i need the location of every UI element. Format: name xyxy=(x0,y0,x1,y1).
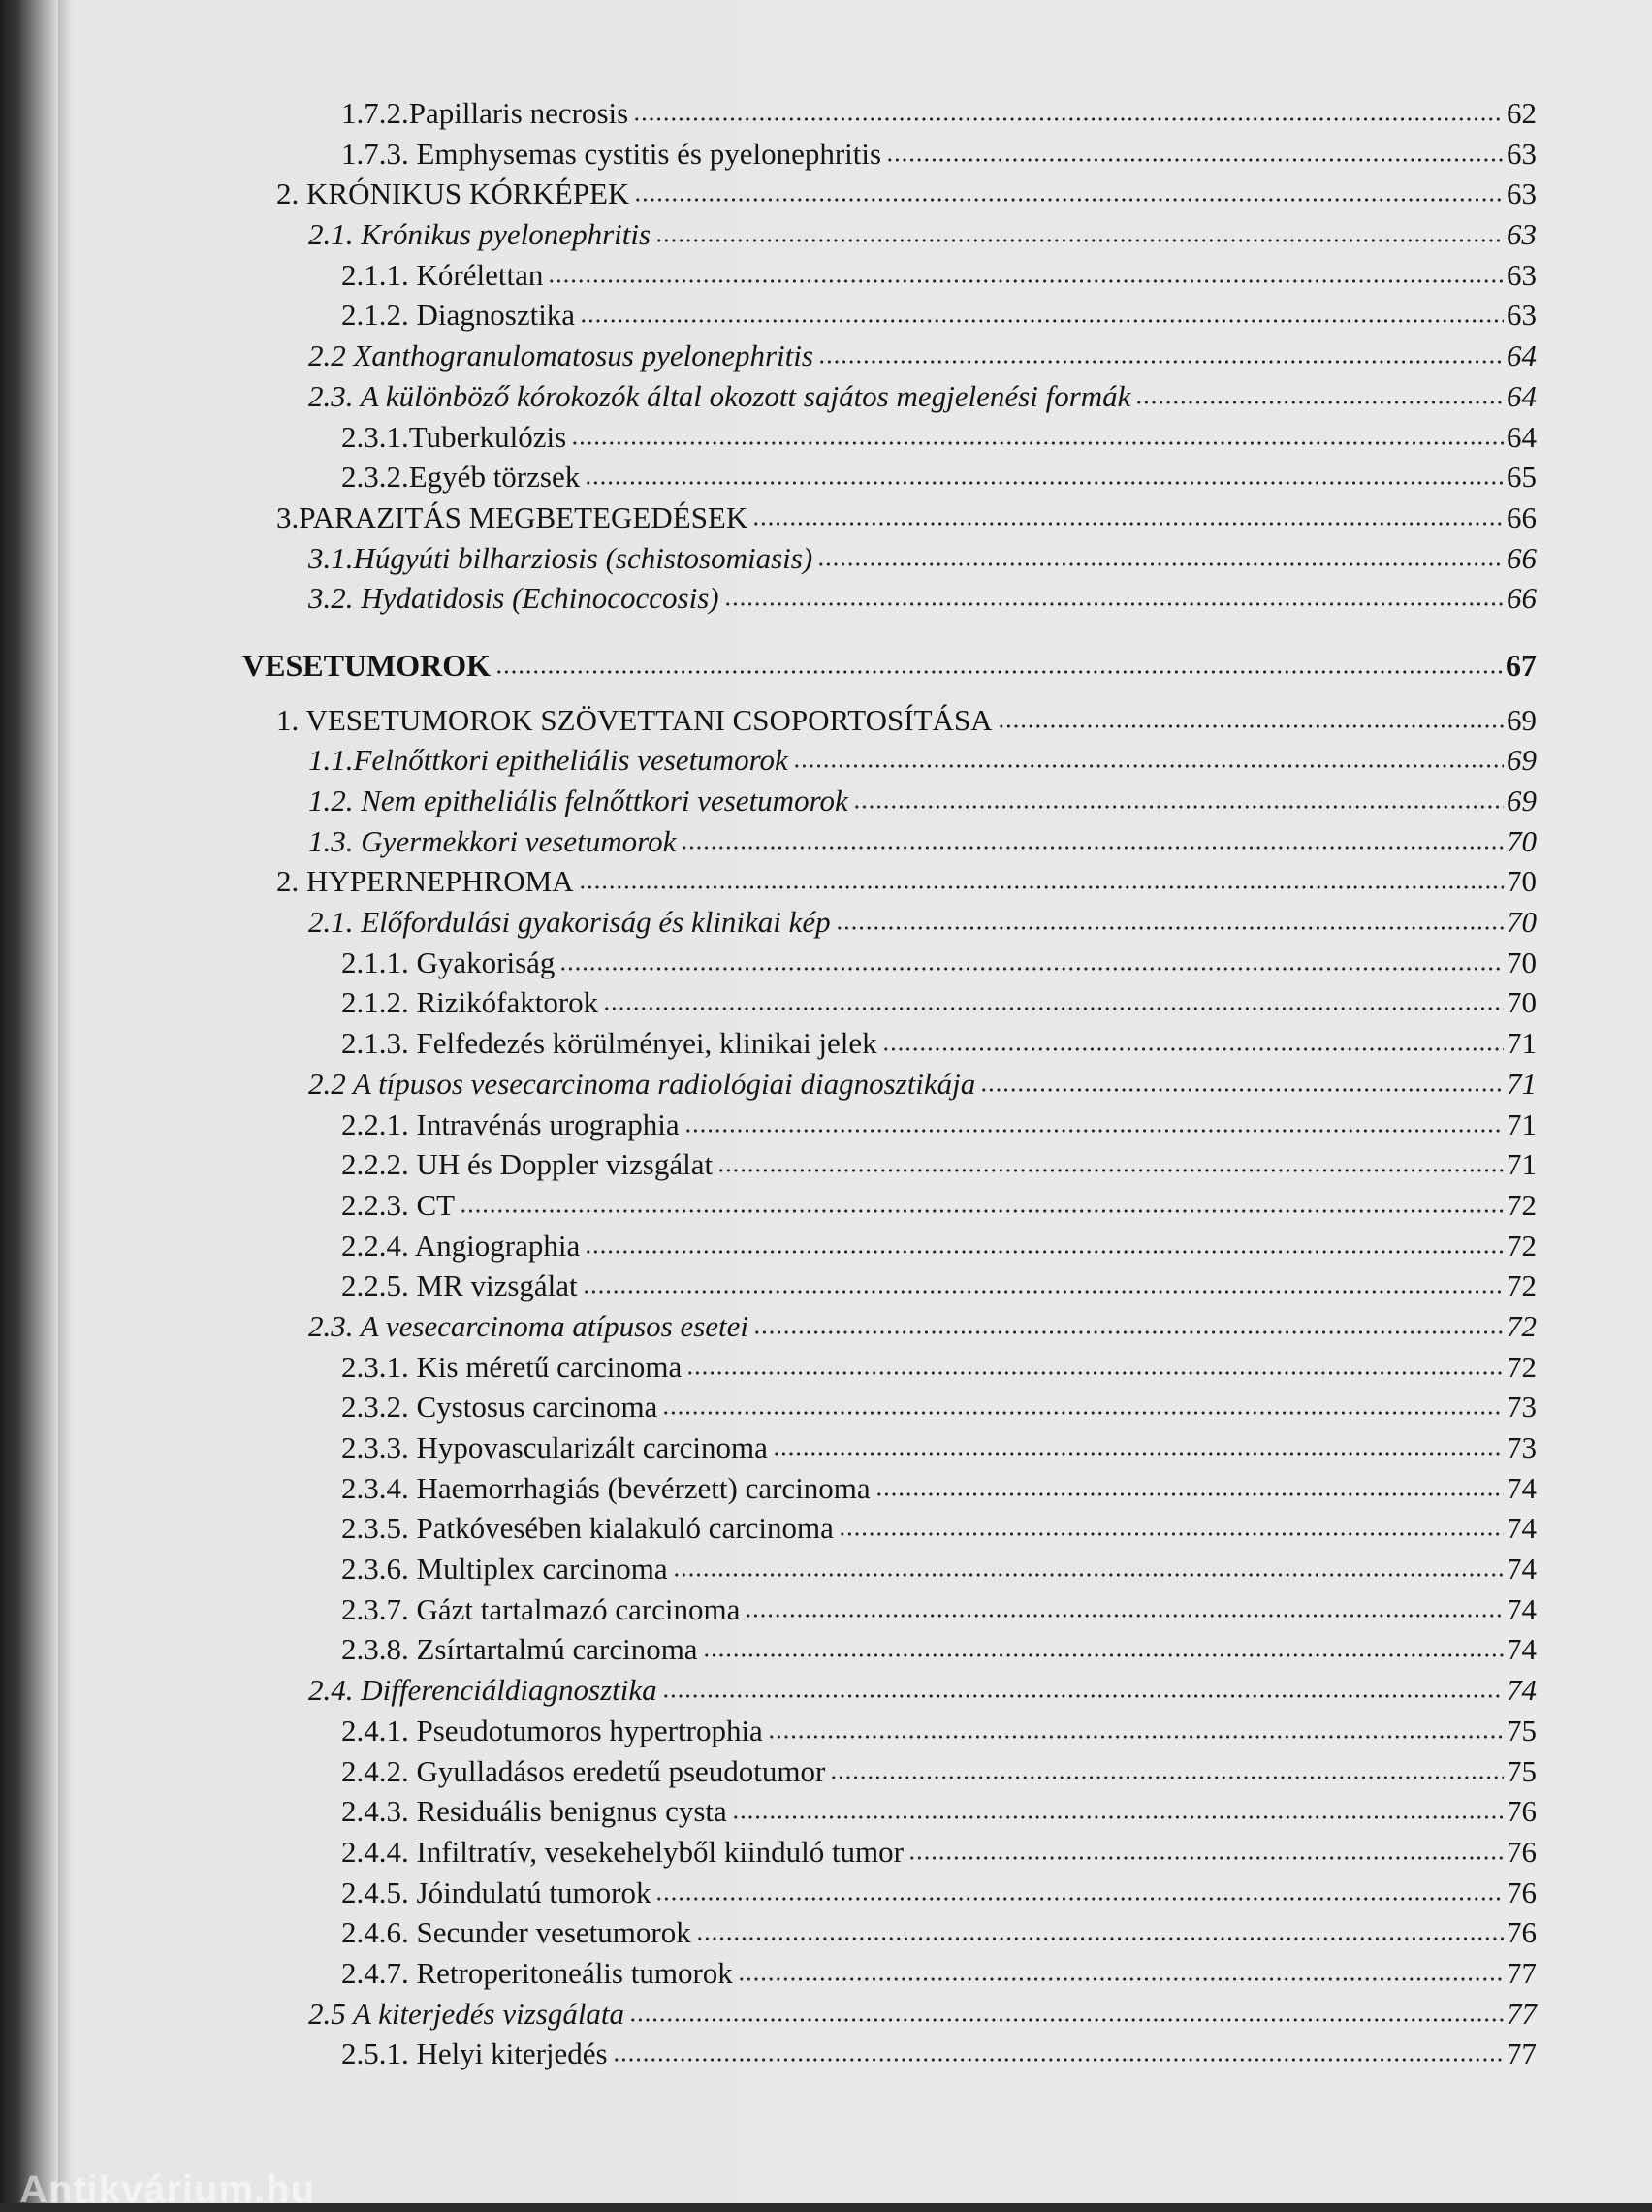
toc-entry xyxy=(233,1387,1537,1427)
toc-entry-label: 1. VESETUMOROK SZÖVETTANI CSOPORTOSÍTÁSA xyxy=(276,702,993,737)
toc-entry-label: 2.3.1. Kis méretű carcinoma xyxy=(341,1349,683,1384)
dot-leader xyxy=(613,2056,1504,2064)
toc-entry-page-number: 74 xyxy=(1507,1632,1537,1667)
toc-entry xyxy=(233,376,1537,417)
toc-entry-page-number: 77 xyxy=(1507,2036,1537,2071)
toc-entry xyxy=(233,1266,1537,1306)
toc-entry-label: 2.2.4. Angiographia xyxy=(341,1228,581,1263)
toc-entry-page-number: 63 xyxy=(1507,136,1537,171)
toc-entry-label: 2.1.3. Felfedezés körülményei, klinikai jelek xyxy=(341,1026,877,1061)
dot-leader xyxy=(703,1651,1504,1659)
toc-entry-label: VESETUMOROK xyxy=(242,647,492,683)
toc-entry xyxy=(233,902,1537,943)
toc-entry-label: 3.PARAZITÁS MEGBETEGEDÉSEK xyxy=(276,499,748,534)
toc-entry-label: 3.2. Hydatidosis (Echinococcosis) xyxy=(308,581,719,616)
toc-entry-label: 2.1. Előfordulási gyakoriság és klinikai kép xyxy=(308,905,831,940)
toc-entry xyxy=(233,538,1537,579)
dot-leader xyxy=(571,439,1504,447)
toc-entry xyxy=(233,1306,1537,1347)
dot-leader xyxy=(768,1733,1504,1741)
toc-entry-label: 1.7.3. Emphysemas cystitis és pyelonephritis xyxy=(341,136,882,171)
toc-entry-page-number: 67 xyxy=(1506,647,1537,683)
toc-entry-label: 1.7.2.Papillaris necrosis xyxy=(341,96,629,130)
dot-leader xyxy=(633,115,1504,123)
dot-leader xyxy=(603,1005,1504,1012)
toc-entry-label: 2.3.8. Zsírtartalmú carcinoma xyxy=(341,1632,698,1667)
toc-entry xyxy=(233,1994,1537,2035)
dot-leader xyxy=(738,1975,1504,1983)
toc-entry-page-number: 69 xyxy=(1507,743,1537,778)
toc-entry-label: 2.1.2. Rizikófaktorok xyxy=(341,985,599,1020)
dot-leader xyxy=(460,1207,1504,1215)
dot-leader xyxy=(745,1612,1504,1619)
toc-entry-page-number: 73 xyxy=(1507,1430,1537,1464)
toc-entry xyxy=(233,93,1537,134)
toc-entry-page-number: 76 xyxy=(1507,1875,1537,1909)
toc-entry-page-number: 71 xyxy=(1507,1106,1537,1141)
dot-leader xyxy=(684,1127,1504,1135)
toc-entry-page-number: 74 xyxy=(1507,1511,1537,1546)
dot-leader xyxy=(580,317,1504,325)
watermark-logo: Antikvárium.hu xyxy=(19,2168,316,2211)
toc-entry-label: 2.3. A különböző kórokozók által okozott sajátos megjelenési formák xyxy=(308,378,1131,413)
toc-entry-page-number: 70 xyxy=(1507,985,1537,1020)
toc-entry-page-number: 72 xyxy=(1507,1268,1537,1303)
toc-entry xyxy=(233,336,1537,376)
toc-entry xyxy=(233,943,1537,983)
dot-leader xyxy=(662,1692,1504,1700)
toc-entry-label: 1.2. Nem epitheliális felnőttkori vesetumorok xyxy=(308,784,848,817)
toc-entry xyxy=(233,174,1537,214)
dot-leader xyxy=(662,1409,1504,1417)
toc-entry-label: 2.4.4. Infiltratív, vesekehelyből kiinduló tumor xyxy=(341,1834,904,1869)
dot-leader xyxy=(629,2016,1504,2024)
toc-entry-label: 2.3.5. Patkóvesében kialakuló carcinoma xyxy=(341,1511,834,1546)
toc-entry xyxy=(233,1105,1537,1145)
book-page-edge xyxy=(58,0,72,2203)
toc-entry-page-number: 63 xyxy=(1507,217,1537,252)
toc-entry-page-number: 75 xyxy=(1507,1753,1537,1788)
toc-entry xyxy=(233,740,1537,781)
dot-leader xyxy=(908,1854,1504,1862)
dot-leader xyxy=(548,277,1504,285)
toc-entry-page-number: 70 xyxy=(1507,905,1537,940)
toc-entry xyxy=(233,700,1537,741)
toc-entry-page-number: 76 xyxy=(1507,1834,1537,1869)
toc-entry-label: 2.4.1. Pseudotumoros hypertrophia xyxy=(341,1713,763,1747)
toc-entry-page-number: 64 xyxy=(1507,378,1537,413)
dot-leader xyxy=(583,1288,1504,1296)
toc-entry xyxy=(233,1589,1537,1630)
toc-entry-page-number: 71 xyxy=(1507,1066,1537,1101)
toc-entry-label: 2.3.2. Cystosus carcinoma xyxy=(341,1390,658,1425)
dot-leader xyxy=(585,1248,1504,1256)
toc-entry-page-number: 70 xyxy=(1507,945,1537,979)
toc-entry-page-number: 63 xyxy=(1507,176,1537,211)
toc-entry-label: 2.4.6. Secunder vesetumorok xyxy=(341,1915,691,1950)
dot-leader xyxy=(655,237,1504,244)
toc-entry-page-number: 74 xyxy=(1507,1591,1537,1626)
toc-entry-label: 2.2 A típusos vesecarcinoma radiológiai diagnosztikája xyxy=(308,1066,976,1101)
toc-entry-label: 2.4.3. Residuális benignus cysta xyxy=(341,1794,727,1829)
dot-leader xyxy=(732,1813,1504,1821)
toc-entry xyxy=(233,457,1537,497)
toc-entry-label: 2.4. Differenciáldiagnosztika xyxy=(308,1673,657,1708)
toc-entry-page-number: 63 xyxy=(1507,257,1537,292)
toc-entry-label: 2. KRÓNIKUS KÓRKÉPEK xyxy=(276,176,630,211)
toc-entry-page-number: 66 xyxy=(1507,581,1537,616)
toc-entry xyxy=(233,255,1537,296)
toc-entry-page-number: 71 xyxy=(1507,1026,1537,1061)
toc-entry-page-number: 73 xyxy=(1507,1390,1537,1425)
toc-entry-page-number: 62 xyxy=(1507,96,1537,130)
toc-entry-label: 2.2.1. Intravénás urographia xyxy=(341,1106,680,1141)
toc-entry-label: 2.2.2. UH és Doppler vizsgálat xyxy=(341,1147,714,1182)
dot-leader xyxy=(724,600,1504,608)
toc-entry-page-number: 72 xyxy=(1507,1308,1537,1343)
toc-entry xyxy=(233,1873,1537,1913)
toc-entry xyxy=(233,1953,1537,1994)
toc-entry xyxy=(233,982,1537,1023)
toc-entry-label: 2.5 A kiterjedés vizsgálata xyxy=(308,1996,625,2031)
toc-entry-label: 2.1.1. Gyakoriság xyxy=(341,945,556,979)
toc-entry xyxy=(233,1832,1537,1873)
toc-entry xyxy=(233,1711,1537,1751)
toc-entry-page-number: 71 xyxy=(1507,1147,1537,1182)
toc-entry xyxy=(233,1670,1537,1711)
toc-entry xyxy=(233,1751,1537,1792)
toc-entry xyxy=(233,1791,1537,1832)
dot-leader xyxy=(886,156,1504,164)
dot-leader xyxy=(875,1491,1504,1498)
toc-entry xyxy=(233,1226,1537,1266)
toc-entry xyxy=(233,134,1537,175)
toc-entry-page-number: 72 xyxy=(1507,1349,1537,1384)
dot-leader xyxy=(495,668,1503,676)
toc-entry xyxy=(233,2034,1537,2074)
toc-entry xyxy=(233,1023,1537,1064)
dot-leader xyxy=(559,965,1504,973)
toc-entry-page-number: 74 xyxy=(1507,1673,1537,1708)
toc-entry-label: 2.3.6. Multiplex carcinoma xyxy=(341,1552,668,1587)
dot-leader xyxy=(753,1329,1504,1336)
toc-entry-page-number: 69 xyxy=(1507,702,1537,737)
toc-entry-label: 2.3.7. Gázt tartalmazó carcinoma xyxy=(341,1591,741,1626)
toc-entry xyxy=(233,1144,1537,1185)
dot-leader xyxy=(830,1774,1504,1781)
dot-leader xyxy=(882,1045,1504,1053)
toc-entry-page-number: 76 xyxy=(1507,1794,1537,1829)
toc-entry-page-number: 66 xyxy=(1507,499,1537,534)
dot-leader xyxy=(717,1167,1504,1174)
dot-leader xyxy=(686,1369,1504,1377)
toc-entry xyxy=(233,1427,1537,1468)
toc-entry xyxy=(233,1549,1537,1589)
toc-entry-label: 2.4.2. Gyulladásos eredetű pseudotumor xyxy=(341,1753,826,1788)
toc-entry xyxy=(233,497,1537,538)
dot-leader xyxy=(1135,399,1504,406)
toc-entry-label: 2.3.4. Haemorrhagiás (bevérzett) carcinoma xyxy=(341,1470,871,1505)
toc-entry xyxy=(233,1064,1537,1105)
dot-leader xyxy=(752,520,1504,528)
dot-leader xyxy=(998,722,1504,730)
dot-leader xyxy=(673,1571,1504,1579)
toc-entry-label: 1.1.Felnőttkori epitheliális vesetumorok xyxy=(308,743,788,778)
toc-entry-page-number: 65 xyxy=(1507,460,1537,495)
toc-entry-page-number: 69 xyxy=(1507,784,1537,817)
toc-entry-label: 1.3. Gyermekkori vesetumorok xyxy=(308,823,677,858)
toc-entry-page-number: 64 xyxy=(1507,419,1537,454)
table-of-contents xyxy=(233,93,1537,2074)
toc-entry xyxy=(233,417,1537,458)
toc-entry-label: 2.3.3. Hypovascularizált carcinoma xyxy=(341,1430,768,1464)
toc-entry xyxy=(233,861,1537,902)
toc-entry-page-number: 66 xyxy=(1507,540,1537,575)
dot-leader xyxy=(655,1895,1504,1903)
dot-leader xyxy=(634,196,1504,204)
toc-entry-page-number: 64 xyxy=(1507,338,1537,373)
dot-leader xyxy=(585,479,1504,487)
toc-entry xyxy=(233,1912,1537,1953)
toc-entry-page-number: 74 xyxy=(1507,1470,1537,1505)
toc-entry xyxy=(233,1347,1537,1388)
toc-entry-page-number: 70 xyxy=(1507,864,1537,899)
dot-leader xyxy=(681,844,1504,851)
toc-entry xyxy=(233,781,1537,821)
toc-entry-label: 2. HYPERNEPHROMA xyxy=(276,864,574,899)
toc-entry xyxy=(233,578,1537,619)
toc-entry-label: 2.4.5. Jóindulatú tumorok xyxy=(341,1875,651,1909)
dot-leader xyxy=(980,1086,1504,1094)
toc-entry xyxy=(233,1508,1537,1549)
toc-entry-label: 2.2.5. MR vizsgálat xyxy=(341,1268,578,1303)
toc-entry xyxy=(233,1468,1537,1509)
toc-entry-label: 2.1.1. Kórélettan xyxy=(341,257,544,292)
dot-leader xyxy=(696,1935,1504,1942)
toc-entry-label: 2.1. Krónikus pyelonephritis xyxy=(308,217,651,252)
toc-entry-page-number: 74 xyxy=(1507,1552,1537,1587)
dot-leader xyxy=(773,1450,1504,1458)
toc-entry-page-number: 72 xyxy=(1507,1187,1537,1222)
toc-entry-page-number: 76 xyxy=(1507,1915,1537,1950)
toc-entry-label: 3.1.Húgyúti bilharziosis (schistosomiasis) xyxy=(308,540,813,575)
toc-entry-label: 2.4.7. Retroperitoneális tumorok xyxy=(341,1955,733,1990)
toc-entry-page-number: 77 xyxy=(1507,1996,1537,2031)
dot-leader xyxy=(818,358,1504,366)
dot-leader xyxy=(839,1530,1504,1538)
dot-leader xyxy=(793,762,1504,770)
toc-entry-label: 2.2 Xanthogranulomatosus pyelonephritis xyxy=(308,338,813,373)
dot-leader xyxy=(853,803,1504,811)
toc-entry-label: 2.2.3. CT xyxy=(341,1187,456,1222)
toc-entry-label: 2.3.2.Egyéb törzsek xyxy=(341,460,581,495)
toc-entry xyxy=(233,1185,1537,1226)
toc-entry-page-number: 63 xyxy=(1507,298,1537,333)
toc-entry-label: 2.3. A vesecarcinoma atípusos esetei xyxy=(308,1308,749,1343)
toc-entry-label: 2.1.2. Diagnosztika xyxy=(341,298,576,333)
toc-entry xyxy=(233,821,1537,862)
dot-leader xyxy=(579,883,1504,891)
toc-entry xyxy=(233,295,1537,336)
dot-leader xyxy=(836,924,1504,932)
dot-leader xyxy=(817,561,1504,568)
toc-entry xyxy=(233,646,1537,687)
toc-entry-page-number: 72 xyxy=(1507,1228,1537,1263)
toc-entry-page-number: 77 xyxy=(1507,1955,1537,1990)
toc-entry xyxy=(233,214,1537,255)
toc-entry xyxy=(233,1629,1537,1670)
toc-entry-label: 2.3.1.Tuberkulózis xyxy=(341,419,567,454)
toc-entry-page-number: 75 xyxy=(1507,1713,1537,1747)
toc-entry-page-number: 70 xyxy=(1507,823,1537,858)
toc-entry-label: 2.5.1. Helyi kiterjedés xyxy=(341,2036,608,2071)
